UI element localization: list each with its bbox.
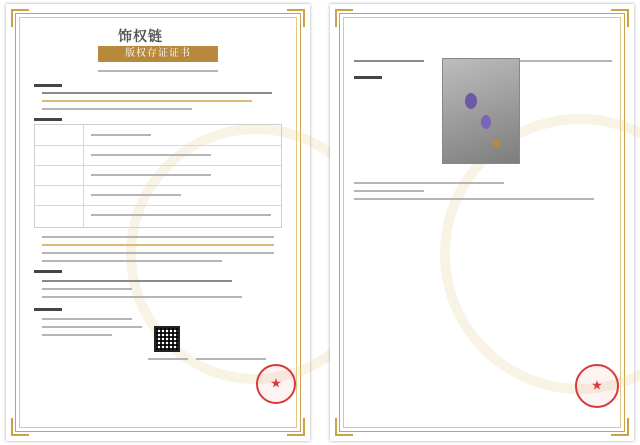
qr-caption-line [148,358,188,360]
statement-line [42,252,274,254]
attachment-number-line [516,60,612,62]
file-info-line [354,190,424,192]
corner-ornament [335,418,353,436]
certificate-number-line [98,70,218,72]
corner-ornament [611,418,629,436]
star-icon: ★ [591,378,603,394]
file-info-line [354,182,504,184]
section-label-mark [34,118,62,121]
issuer-line [196,358,266,360]
corner-ornament [611,9,629,27]
hash-line [42,280,232,282]
issuer-line [42,318,132,320]
file-info-line [354,198,594,200]
section-label-mark [34,308,62,311]
issuer-line [42,326,142,328]
applicant-line [42,92,272,94]
statement-line [42,244,274,246]
issuer-line [42,334,112,336]
corner-ornament [335,9,353,27]
corner-ornament [11,418,29,436]
applicant-line [42,108,192,110]
earring-shape [481,115,491,129]
earring-shape [465,93,477,109]
corner-ornament [11,9,29,27]
certificate-page [6,4,310,441]
section-label-mark [34,270,62,273]
section-label-mark [354,76,382,79]
hash-line [42,288,132,290]
certificate-logo: 饰权链 [118,29,163,45]
hash-line [42,296,242,298]
attachment-page [330,4,634,441]
certificate-title: 版权存证证书 [98,46,218,62]
statement-line [42,236,274,238]
corner-ornament [287,418,305,436]
applicant-line [42,100,252,102]
corner-ornament [287,9,305,27]
section-label-mark [34,84,62,87]
work-sample-photo [442,58,520,164]
official-seal-stamp [575,364,619,408]
attachment-title-line [354,60,424,62]
verification-qr-code [154,326,180,352]
star-icon: ★ [270,376,282,392]
statement-line [42,260,222,262]
official-seal-stamp [256,364,296,404]
work-info-table [34,124,282,228]
earring-shape [493,139,500,148]
